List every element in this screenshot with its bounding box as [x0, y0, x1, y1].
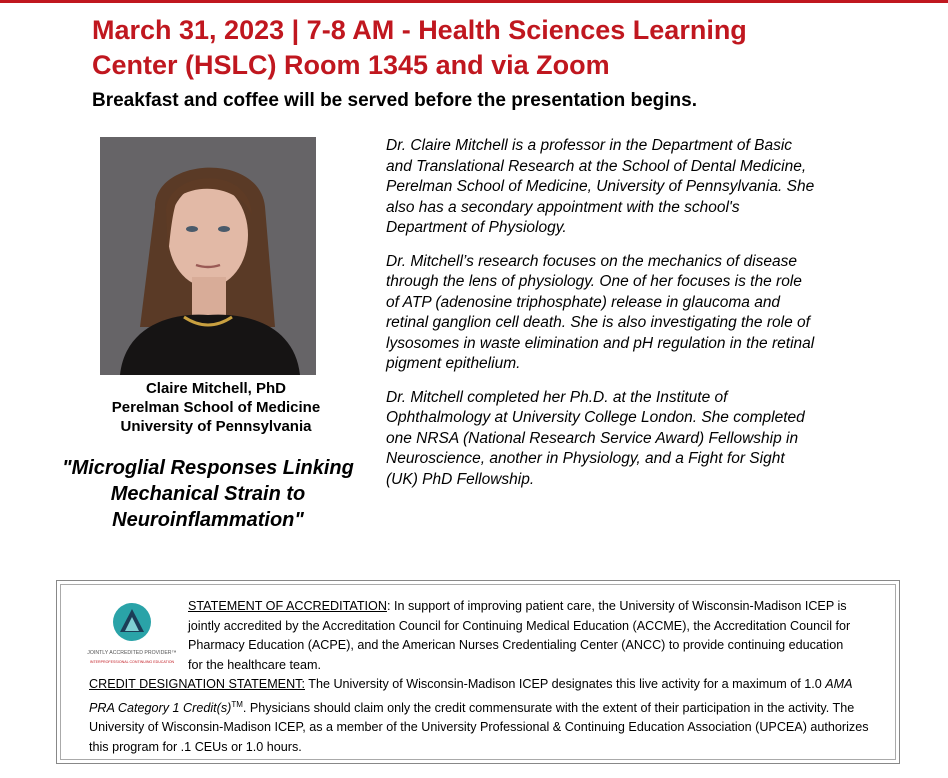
top-rule [0, 0, 948, 3]
credit-designation-statement [89, 675, 879, 757]
event-title-line1: March 31, 2023 | 7-8 AM - Health Sciences Learning [92, 15, 747, 45]
credit-label: CREDIT DESIGNATION STATEMENT: [89, 677, 305, 691]
event-title-line2: Center (HSLC) Room 1345 and via Zoom [92, 50, 610, 80]
event-subtitle: Breakfast and coffee will be served before the presentation begins. [92, 90, 698, 111]
joint-accreditation-logo [86, 600, 178, 668]
speaker-bio [386, 136, 816, 503]
talk-title: "Microglial Responses Linking Mechanical Strain to Neuroinflammation" [62, 457, 354, 531]
speaker-photo [100, 137, 316, 375]
credit-text-a: The University of Wisconsin-Madison ICEP designates this live activity for a maximum of 1.0 [304, 677, 826, 691]
bio-paragraph-2: Dr. Mitchell’s research focuses on the mechanics of disease through the lens of physiology. One of her focuses is the role of ATP (adenosine triphosphate) release in glaucoma and retinal ganglion cell death. She is also investigating the role of lysosomes in waste elimination and pH regulation in the retinal pigment epithelium. [386, 252, 815, 372]
speaker-caption [66, 379, 366, 436]
logo-text-1: JOINTLY ACCREDITED PROVIDER™ [87, 650, 177, 656]
statement-text: : In support of improving patient care, the University of Wisconsin-Madison ICEP is jointly accredited by the Accreditation Council for Continuing Medical Education (ACCME), the Accreditation Council for Pharmacy Education (ACPE), and the American Nurses Credentialing Center (ANCC) to provide continuing education for the healthcare team. [188, 599, 851, 672]
accreditation-statement [188, 597, 858, 675]
statement-label: STATEMENT OF ACCREDITATION [188, 599, 387, 613]
bio-paragraph-3: Dr. Mitchell completed her Ph.D. at the Institute of Ophthalmology at University College London. She completed one NRSA (National Research Service Award) Fellowship in Neuroscience, another in Physiology, and a Fight for Sight (UK) PhD Fellowship. [386, 388, 805, 488]
logo-text-2: INTERPROFESSIONAL CONTINUING EDUCATION [89, 660, 175, 664]
speaker-university: University of Pennsylvania [120, 418, 312, 435]
speaker-school: Perelman School of Medicine [111, 399, 321, 416]
credit-text-italic: AMA PRA Category 1 Credit(s) [89, 677, 853, 715]
credit-text-tm: TM [231, 699, 243, 709]
speaker-name: Claire Mitchell, PhD [145, 380, 287, 397]
credit-text-b: . Physicians should claim only the credit commensurate with the extent of their participation in the activity. The University of Wisconsin-Madison ICEP, as a member of the University Professional & Continuing Education Association (UPCEA) authorizes this program for .1 CEUs or 1.0 hours. [89, 700, 869, 754]
bio-paragraph-1: Dr. Claire Mitchell is a professor in the Department of Basic and Translational Research at the School of Dental Medicine, Perelman School of Medicine, University of Pennsylvania. She also has a secondary appointment with the school's Department of Physiology. [386, 137, 815, 236]
